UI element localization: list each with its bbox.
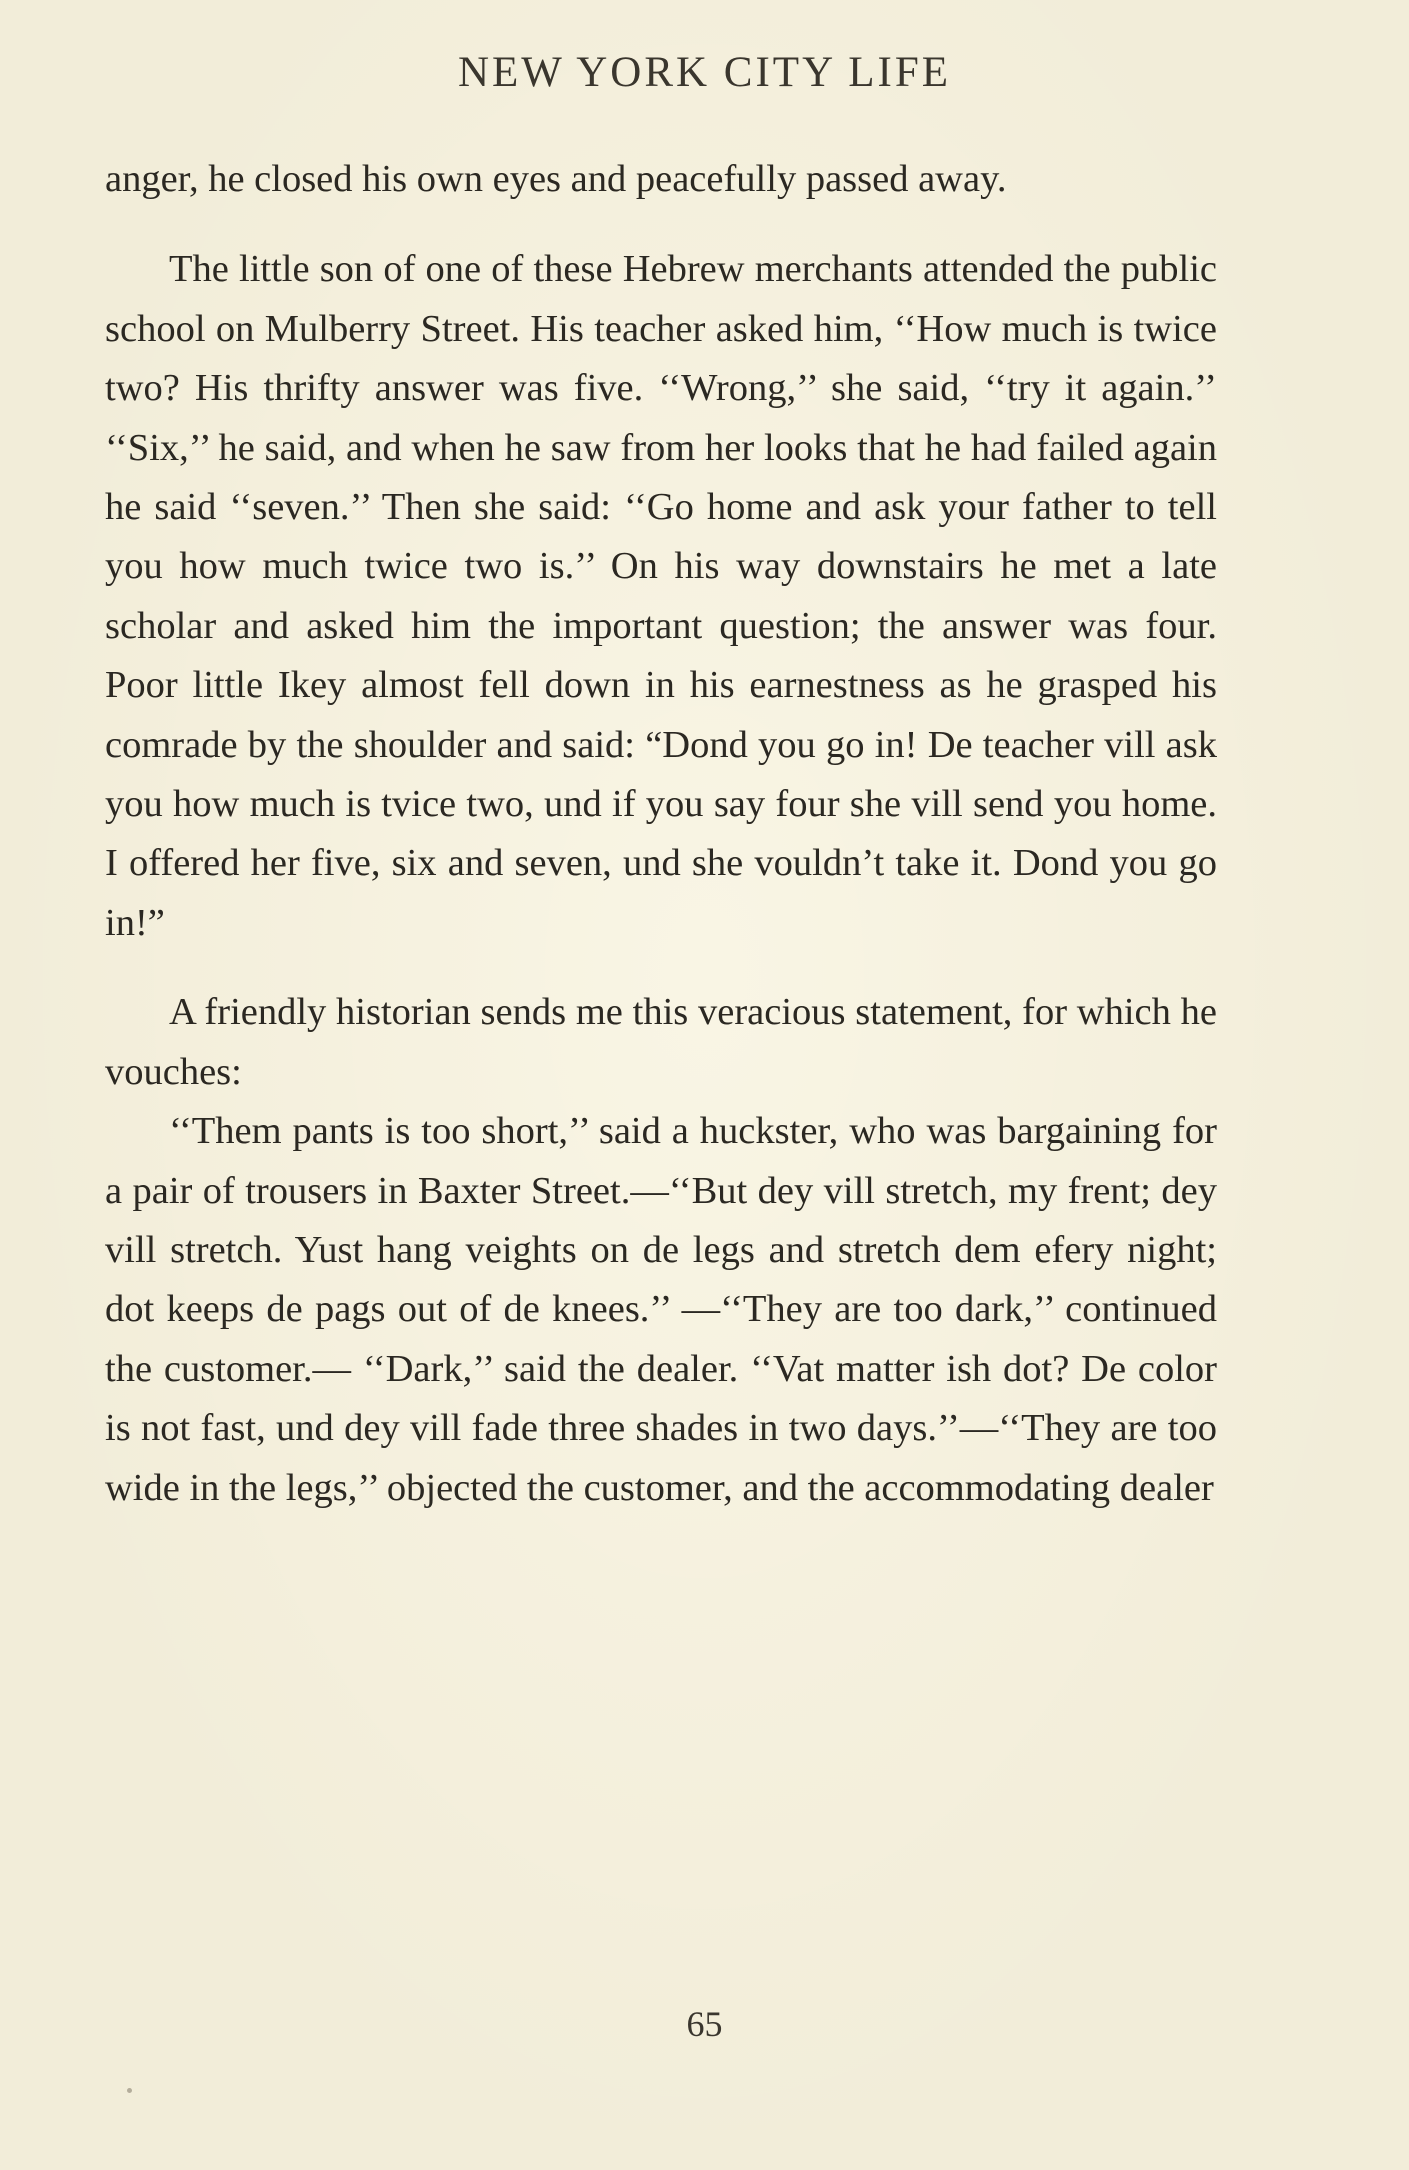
paragraph-huckster-dialogue: ‘‘Them pants is too short,’’ said a huckster, who was bargaining for a pair of trousers in Baxter Street.—‘‘But dey vill stretch, my frent; dey vill stretch. Yust hang veights on de legs and stretch dem efery night; dot keeps de pags out of de knees.’’ —‘‘They are too dark,’’ continued the customer.— ‘‘Dark,’’ said the dealer. ‘‘Vat matter ish dot? De color is not fast, und dey vill fade three shades in two days.’’—‘‘They are too wide in the legs,’’ objected the customer, and the accommodating dealer: [105, 1110, 1217, 1509]
paragraph-historian-intro: A friendly historian sends me this veracious statement, for which he vouches:: [105, 991, 1217, 1093]
body-text: [105, 150, 1217, 1518]
paragraph-continuation: anger, he closed his own eyes and peacefully passed away.: [105, 158, 1007, 200]
page-number: 65: [686, 2004, 723, 2044]
paper-speck: [127, 2088, 132, 2093]
running-header-title: NEW YORK CITY LIFE: [457, 49, 952, 96]
paragraph-ikey-anecdote: The little son of one of these Hebrew merchants attended the public school on Mulberry Street. His teacher asked him, ‘‘How much is twice two? His thrifty answer was five. ‘‘Wrong,’’ she said, ‘‘try it again.’’ ‘‘Six,’’ he said, and when he saw from her looks that he had failed again he said ‘‘seven.’’ Then she said: ‘‘Go home and ask your father to tell you how much twice two is.’’ On his way downstairs he met a late scholar and asked him the important question; the answer was four. Poor little Ikey almost fell down in his earnestness as he grasped his comrade by the shoulder and said: “Dond you go in! De teacher vill ask you how much is tvice two, und if you say four she vill send you home. I offered her five, six and seven, und she vouldn’t take it. Dond you go in!”: [105, 248, 1217, 944]
